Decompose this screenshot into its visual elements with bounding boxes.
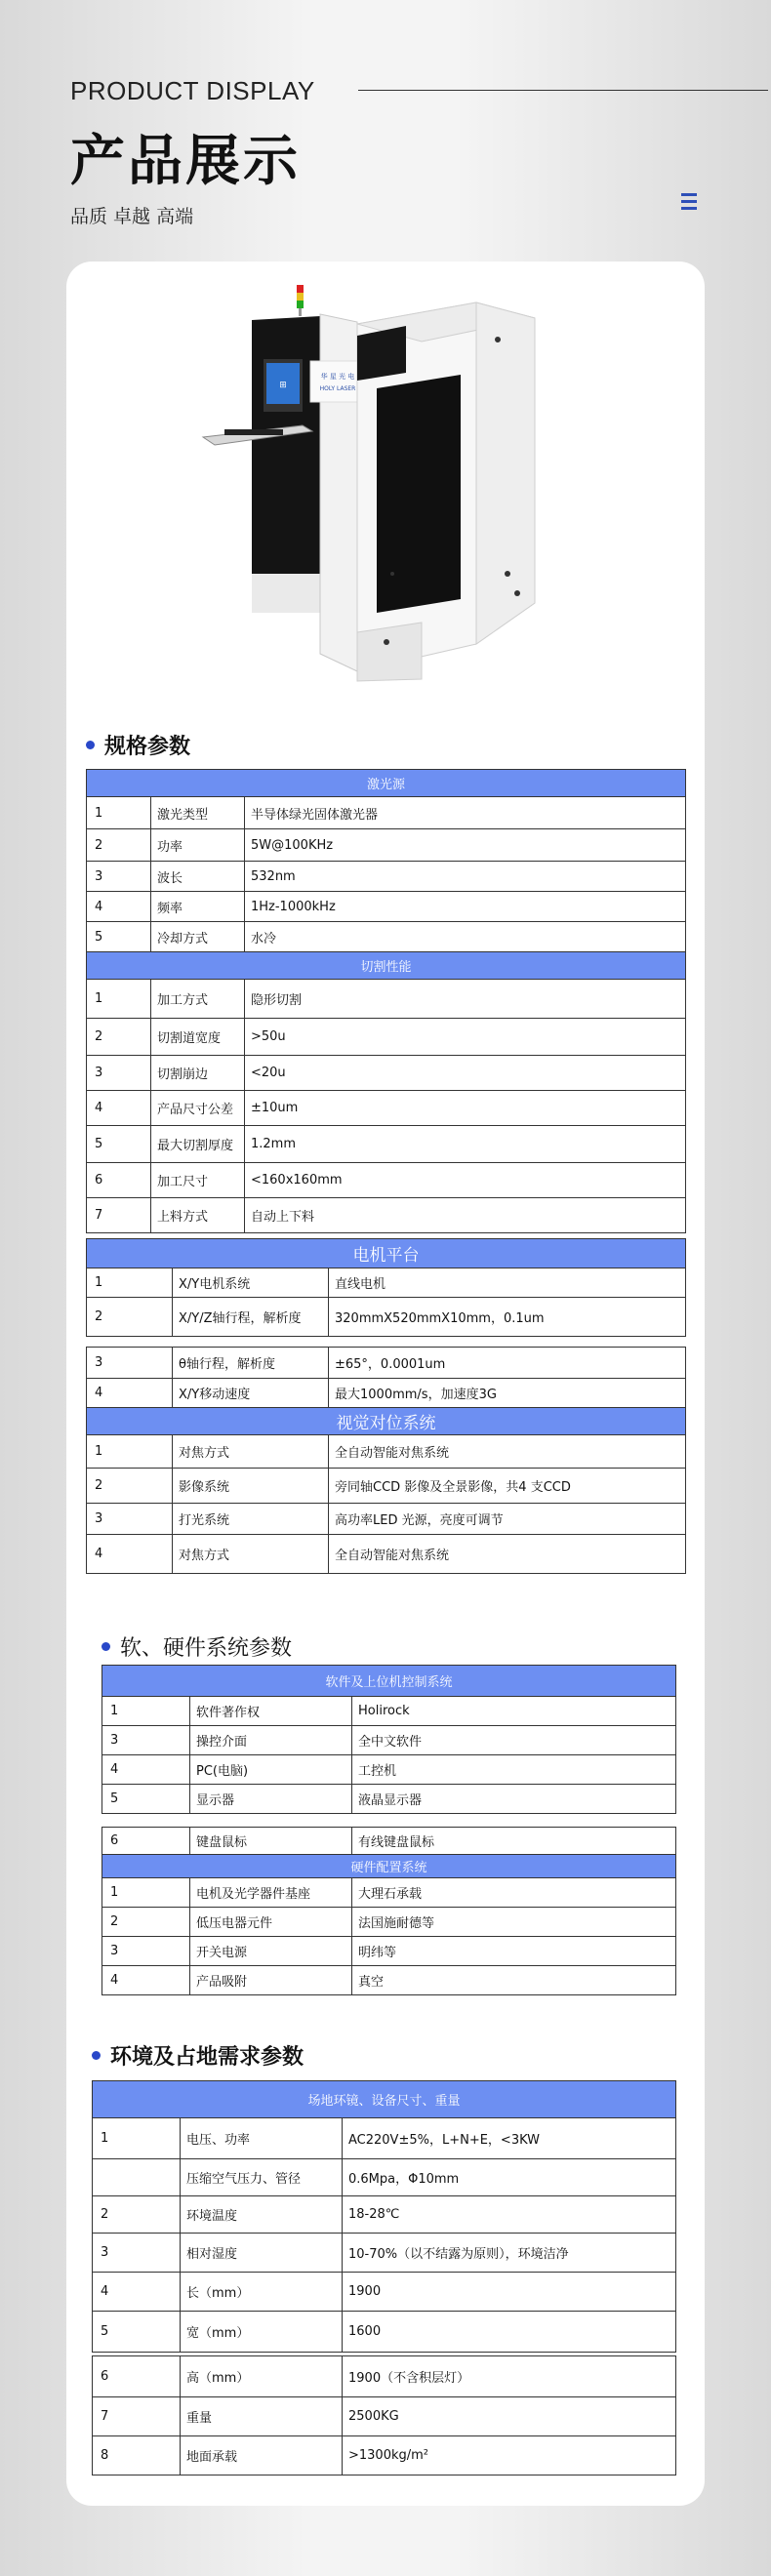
logo-text: HOLY LASER: [319, 385, 356, 392]
row-no: 8: [93, 2436, 181, 2475]
row-value: 全中文软件: [352, 1726, 676, 1755]
bullet-dot-icon: [101, 1642, 110, 1651]
header-rule: [358, 90, 768, 91]
row-value: ±65°，0.0001um: [329, 1348, 686, 1379]
row-no: 5: [87, 922, 151, 952]
row-no: [93, 2159, 181, 2196]
env-header: 场地环镜、设备尺寸、重量: [93, 2081, 676, 2118]
row-name: 加工方式: [151, 980, 245, 1019]
row-value: 明纬等: [352, 1937, 676, 1966]
row-value: 工控机: [352, 1755, 676, 1785]
row-no: 4: [87, 1091, 151, 1126]
row-no: 1: [102, 1697, 190, 1726]
page-header: [70, 76, 705, 228]
section-title-spec: 规格参数: [86, 730, 190, 760]
row-no: 4: [93, 2273, 181, 2312]
motor-header: 电机平台: [87, 1239, 686, 1268]
row-name: 加工尺寸: [151, 1163, 245, 1198]
row-value: 真空: [352, 1966, 676, 1995]
row-name: 波长: [151, 862, 245, 892]
row-name: X/Y电机系统: [173, 1268, 329, 1298]
row-name: 对焦方式: [173, 1535, 329, 1574]
row-value: AC220V±5%，L+N+E，<3KW: [343, 2118, 676, 2159]
row-name: 操控介面: [190, 1726, 352, 1755]
row-no: 4: [102, 1966, 190, 1995]
row-value: 大理石承载: [352, 1878, 676, 1908]
row-name: 对焦方式: [173, 1435, 329, 1469]
row-value: 全自动智能对焦系统: [329, 1435, 686, 1469]
row-value: 320mmX520mmX10mm，0.1um: [329, 1298, 686, 1337]
row-value: 0.6Mpa，Φ10mm: [343, 2159, 676, 2196]
row-value: 1Hz-1000kHz: [245, 892, 686, 922]
row-no: 2: [87, 1298, 173, 1337]
row-value: >1300kg/m²: [343, 2436, 676, 2475]
row-no: 2: [87, 1019, 151, 1056]
row-value: 高功率LED 光源，亮度可调节: [329, 1504, 686, 1535]
row-value: 有线键盘鼠标: [352, 1828, 676, 1855]
env-table-continued: [92, 2355, 676, 2475]
row-name: 长（mm）: [181, 2273, 343, 2312]
row-no: 4: [87, 892, 151, 922]
row-no: 6: [93, 2356, 181, 2397]
row-no: 3: [87, 862, 151, 892]
row-name: 重量: [181, 2397, 343, 2436]
row-value: 1900: [343, 2273, 676, 2312]
row-no: 1: [87, 1268, 173, 1298]
row-name: 键盘鼠标: [190, 1828, 352, 1855]
row-name: 高（mm）: [181, 2356, 343, 2397]
row-no: 5: [102, 1785, 190, 1814]
vision-header: 视觉对位系统: [87, 1408, 686, 1435]
row-no: 7: [93, 2397, 181, 2436]
title-en: PRODUCT DISPLAY: [70, 76, 315, 105]
hamburger-menu-icon[interactable]: [681, 193, 697, 211]
row-name: 宽（mm）: [181, 2312, 343, 2353]
row-name: 低压电器元件: [190, 1908, 352, 1937]
row-no: 2: [87, 829, 151, 862]
row-name: 切割崩边: [151, 1056, 245, 1091]
row-name: θ轴行程，解析度: [173, 1348, 329, 1379]
row-no: 2: [93, 2196, 181, 2234]
bullet-dot-icon: [86, 741, 95, 749]
row-name: 最大切割厚度: [151, 1126, 245, 1163]
row-value: 2500KG: [343, 2397, 676, 2436]
row-value: 隐形切割: [245, 980, 686, 1019]
row-name: 激光类型: [151, 797, 245, 829]
row-name: 功率: [151, 829, 245, 862]
row-name: 打光系统: [173, 1504, 329, 1535]
row-no: 4: [87, 1535, 173, 1574]
row-no: 7: [87, 1198, 151, 1233]
row-name: 产品吸附: [190, 1966, 352, 1995]
row-name: 影像系统: [173, 1469, 329, 1504]
row-no: 3: [87, 1348, 173, 1379]
row-value: <160x160mm: [245, 1163, 686, 1198]
row-name: 电机及光学器件基座: [190, 1878, 352, 1908]
row-value: 水冷: [245, 922, 686, 952]
hard-header: 硬件配置系统: [102, 1855, 676, 1878]
row-name: 地面承载: [181, 2436, 343, 2475]
row-no: 6: [87, 1163, 151, 1198]
row-no: 1: [102, 1878, 190, 1908]
row-no: 5: [87, 1126, 151, 1163]
row-value: 法国施耐德等: [352, 1908, 676, 1937]
row-name: 环境温度: [181, 2196, 343, 2234]
row-no: 3: [102, 1937, 190, 1966]
page-subtitle: 品质 卓越 高端: [70, 206, 194, 227]
logo-cn: 华 星 光 电: [320, 373, 355, 381]
row-value: 最大1000mm/s，加速度3G: [329, 1379, 686, 1408]
page-title: 产品展示: [70, 130, 301, 193]
row-no: 1: [87, 797, 151, 829]
spec-table-motor-vision: [86, 1347, 686, 1574]
row-name: 相对湿度: [181, 2234, 343, 2273]
row-value: 半导体绿光固体激光器: [245, 797, 686, 829]
laser-header: 激光源: [87, 770, 686, 797]
row-value: 旁同轴CCD 影像及全景影像，共4 支CCD: [329, 1469, 686, 1504]
row-name: 软件著作权: [190, 1697, 352, 1726]
row-name: PC(电脑): [190, 1755, 352, 1785]
env-table: [92, 2080, 676, 2353]
row-value: >50u: [245, 1019, 686, 1056]
row-value: 5W@100KHz: [245, 829, 686, 862]
row-name: 显示器: [190, 1785, 352, 1814]
row-no: 2: [87, 1469, 173, 1504]
cutting-header: 切割性能: [87, 952, 686, 980]
row-no: 3: [93, 2234, 181, 2273]
row-no: 1: [87, 980, 151, 1019]
row-name: X/Y移动速度: [173, 1379, 329, 1408]
row-no: 4: [87, 1379, 173, 1408]
row-no: 3: [87, 1056, 151, 1091]
row-no: 2: [102, 1908, 190, 1937]
bullet-dot-icon: [92, 2051, 101, 2060]
row-value: 1900（不含积层灯）: [343, 2356, 676, 2397]
row-name: 频率: [151, 892, 245, 922]
soft-header: 软件及上位机控制系统: [102, 1666, 676, 1697]
product-image: [166, 281, 615, 701]
row-name: X/Y/Z轴行程，解析度: [173, 1298, 329, 1337]
row-no: 6: [102, 1828, 190, 1855]
section-title-env: 环境及占地需求参数: [92, 2040, 304, 2071]
row-name: 压缩空气压力、管径: [181, 2159, 343, 2196]
row-name: 产品尺寸公差: [151, 1091, 245, 1126]
row-value: 自动上下料: [245, 1198, 686, 1233]
hardware-table: [101, 1827, 676, 1995]
row-no: 3: [102, 1726, 190, 1755]
row-no: 5: [93, 2312, 181, 2353]
row-name: 上料方式: [151, 1198, 245, 1233]
row-no: 4: [102, 1755, 190, 1785]
row-value: <20u: [245, 1056, 686, 1091]
section-title-software: 软、硬件系统参数: [101, 1631, 292, 1662]
software-table: [101, 1665, 676, 1814]
row-name: 切割道宽度: [151, 1019, 245, 1056]
row-value: 直线电机: [329, 1268, 686, 1298]
row-value: 1600: [343, 2312, 676, 2353]
spec-table-motor: [86, 1238, 686, 1337]
row-value: 532nm: [245, 862, 686, 892]
row-name: 开关电源: [190, 1937, 352, 1966]
row-value: 1.2mm: [245, 1126, 686, 1163]
row-value: ±10um: [245, 1091, 686, 1126]
row-value: Holirock: [352, 1697, 676, 1726]
row-value: 全自动智能对焦系统: [329, 1535, 686, 1574]
row-value: 液晶显示器: [352, 1785, 676, 1814]
row-value: 10-70%（以不结露为原则），环境洁净: [343, 2234, 676, 2273]
row-name: 冷却方式: [151, 922, 245, 952]
content-card: [66, 262, 705, 2506]
svg-text:⊞: ⊞: [279, 381, 287, 390]
row-value: 18-28℃: [343, 2196, 676, 2234]
row-no: 1: [87, 1435, 173, 1469]
spec-table-laser-cutting: [86, 769, 686, 1233]
row-no: 3: [87, 1504, 173, 1535]
row-no: 1: [93, 2118, 181, 2159]
row-name: 电压、功率: [181, 2118, 343, 2159]
